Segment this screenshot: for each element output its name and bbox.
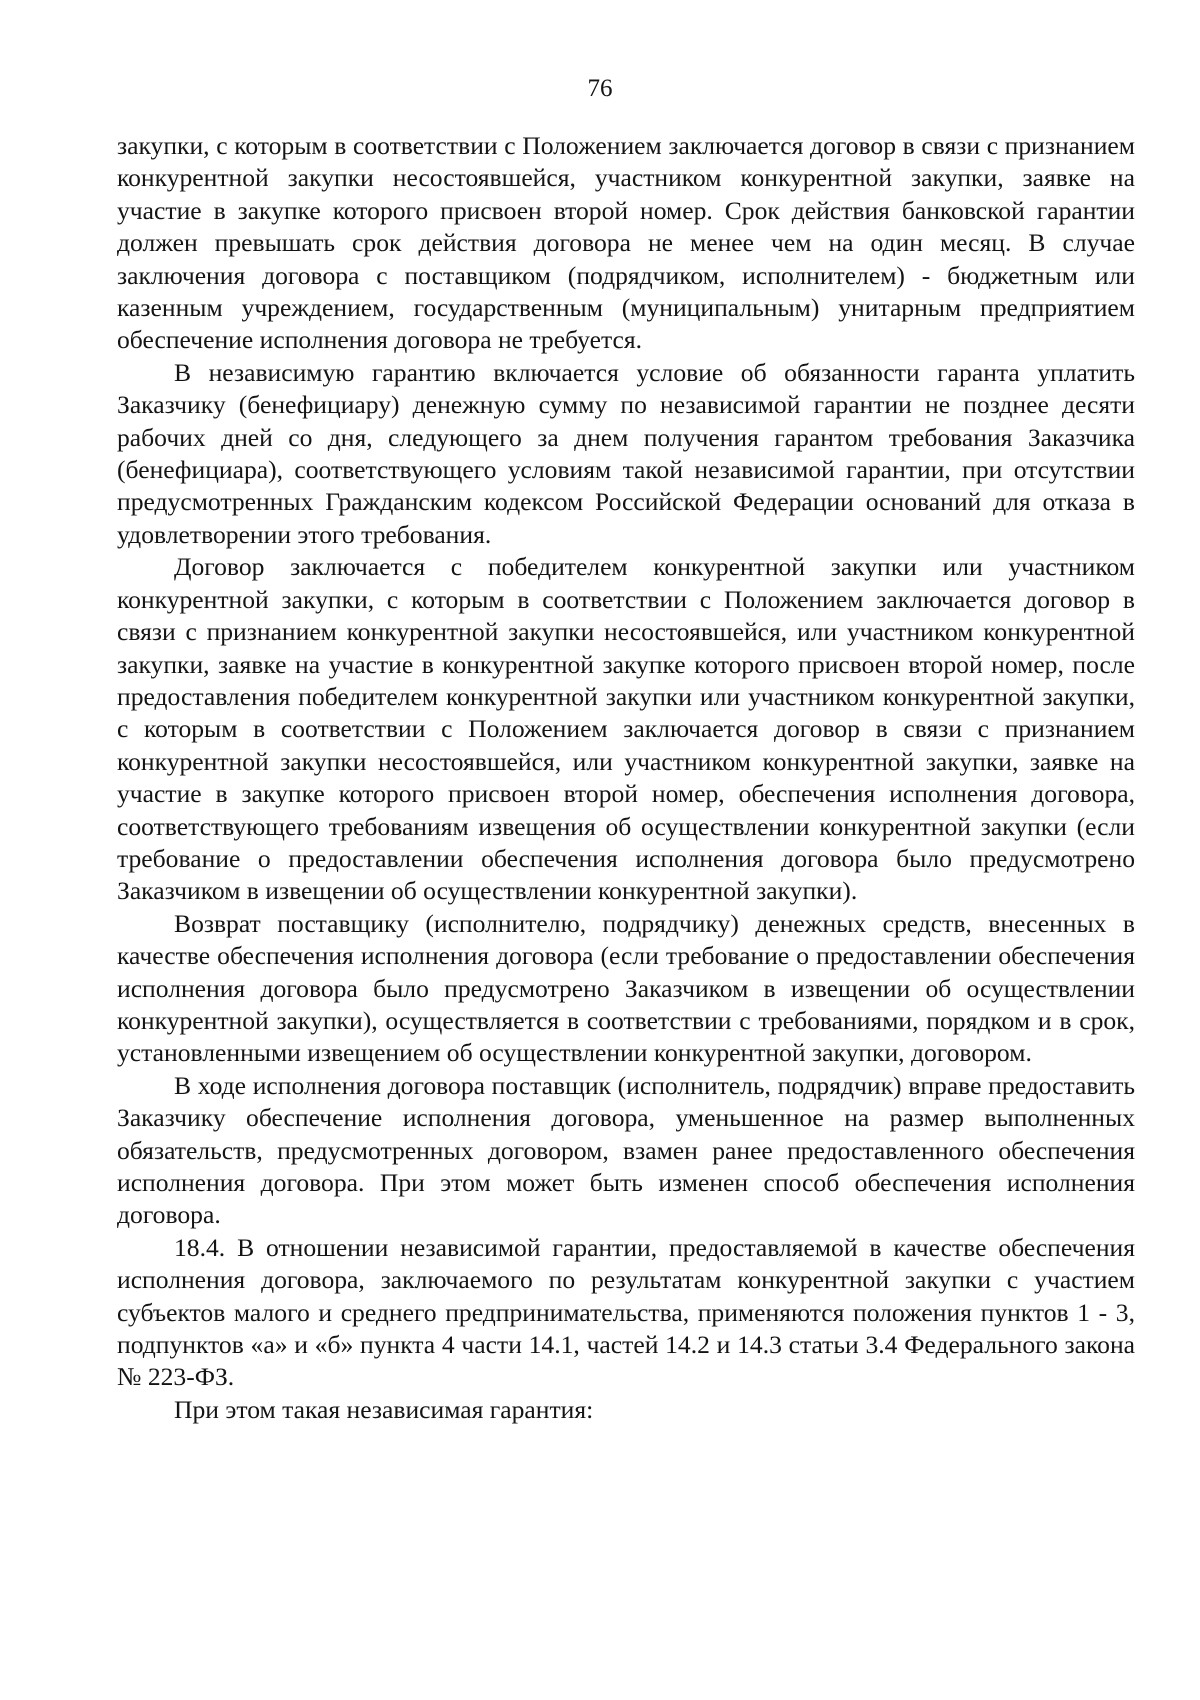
paragraph-guarantee-intro: При этом такая независимая гарантия: bbox=[174, 1394, 594, 1424]
paragraph-continuation: закупки, с которым в соответствии с Положением заключается договор в связи с признанием конкурентной закупки несостоявшейся, участником конкурентной закупки, заявке на участие в закупке которого присвоен второй номер. Срок действия банковской гарантии должен превышать срок действия договора не менее чем на один месяц. В случае заключения договора с поставщиком (подрядчиком, исполнителем) - бюджетным или казенным учреждением, государственным (муниципальным) унитарным предприятием обеспечение исполнения договора не требуется. bbox=[117, 131, 1135, 355]
paragraph-section-18-4: 18.4. В отношении независимой гарантии, предоставляемой в качестве обеспечения исполнения договора, заключаемого по результатам конкурентной закупки с участием субъектов малого и среднего предпринимательства, применяются положения пунктов 1 - 3, подпунктов «а» и «б» пункта 4 части 14.1, частей 14.2 и 14.3 статьи 3.4 Федерального закона № 223-ФЗ. bbox=[117, 1232, 1135, 1392]
paragraph-independent-guarantee: В независимую гарантию включается условие об обязанности гаранта уплатить Заказчику (бенефициару) денежную сумму по независимой гарантии не позднее десяти рабочих дней со дня, следующего за днем получения гарантом требования Заказчика (бенефициара), соответствующего условиям такой независимой гарантии, при отсутствии предусмотренных Гражданским кодексом Российской Федерации оснований для отказа в удовлетворении этого требования. bbox=[117, 357, 1135, 549]
document-body bbox=[117, 130, 1135, 1426]
paragraph-security-reduction: В ходе исполнения договора поставщик (исполнитель, подрядчик) вправе предоставить Заказчику обеспечение исполнения договора, уменьшенное на размер выполненных обязательств, предусмотренных договором, взамен ранее предоставленного обеспечения исполнения договора. При этом может быть изменен способ обеспечения исполнения договора. bbox=[117, 1070, 1135, 1230]
paragraph-contract-conclusion: Договор заключается с победителем конкурентной закупки или участником конкурентной закупки, с которым в соответствии с Положением заключается договор в связи с признанием конкурентной закупки несостоявшейся, или участником конкурентной закупки, заявке на участие в конкурентной закупке которого присвоен второй номер, после предоставления победителем конкурентной закупки или участником конкурентной закупки, с которым в соответствии с Положением заключается договор в связи с признанием конкурентной закупки несостоявшейся, или участником конкурентной закупки, заявке на участие в закупке которого присвоен второй номер, обеспечения исполнения договора, соответствующего требованиям извещения об осуществлении конкурентной закупки (если требование о предоставлении обеспечения исполнения договора было предусмотрено Заказчиком в извещении об осуществлении конкурентной закупки). bbox=[117, 552, 1135, 906]
paragraph-funds-return: Возврат поставщику (исполнителю, подрядчику) денежных средств, внесенных в качестве обеспечения исполнения договора (если требование о предоставлении обеспечения исполнения договора было предусмотрено Заказчиком в извещении об осуществлении конкурентной закупки), осуществляется в соответствии с требованиями, порядком и в срок, установленными извещением об осуществлении конкурентной закупки, договором. bbox=[117, 908, 1135, 1068]
page-number: 76 bbox=[587, 75, 613, 102]
